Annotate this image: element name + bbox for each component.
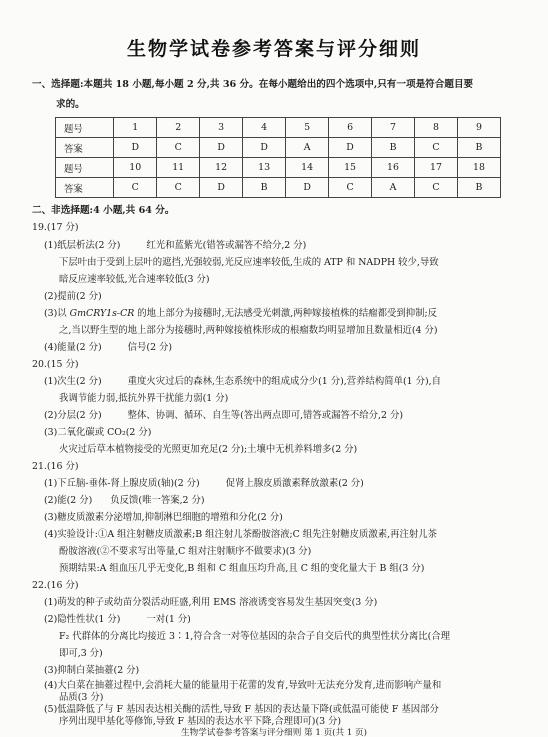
q20-part1 bbox=[44, 376, 441, 388]
question-number: 14 bbox=[286, 158, 329, 178]
answer-cell: C bbox=[329, 178, 372, 198]
q21-part2-b: 负反馈(唯一答案,2 分) bbox=[110, 495, 205, 506]
q19-part1 bbox=[44, 240, 306, 252]
q21-part2 bbox=[44, 495, 205, 507]
answer-cell: B bbox=[457, 178, 500, 198]
q22-heading: 22.(16 分) bbox=[32, 580, 79, 591]
q19-part3-rest: 的地上部分为接穗时,无法感受光刺激,两种嫁接植株的结瘤都受到抑制;反 bbox=[134, 308, 438, 319]
q22-part4-line2: 品质(3 分) bbox=[59, 692, 104, 703]
question-number: 4 bbox=[243, 118, 286, 138]
q19-part3-line2: 之,当以野生型的地上部分为接穗时,两种嫁接植株形成的根瘤数均明显增加且数量相近(4 分) bbox=[59, 325, 438, 336]
answer-cell: C bbox=[415, 138, 458, 158]
answer-cell: A bbox=[372, 178, 415, 198]
q19-part4-b: 信号(2 分) bbox=[127, 342, 173, 353]
question-number: 2 bbox=[157, 118, 200, 138]
q20-part2-b: 整体、协调、循环、自生等(答出两点即可,错答或漏答不给分,2 分) bbox=[127, 410, 404, 421]
question-number: 9 bbox=[457, 118, 500, 138]
q21-part1-b: 促肾上腺皮质激素释放激素(2 分) bbox=[225, 478, 364, 489]
question-number: 8 bbox=[415, 118, 458, 138]
answer-cell: A bbox=[286, 138, 329, 158]
q20-part1-b: 重度火灾过后的森林,生态系统中的组成成分少(1 分),营养结构简单(1 分),自 bbox=[127, 376, 442, 387]
q21-part1-a: (1)下丘脑-垂体-肾上腺皮质(轴)(2 分) bbox=[44, 478, 200, 489]
answer-cell: B bbox=[243, 178, 286, 198]
question-number: 5 bbox=[286, 118, 329, 138]
question-number: 10 bbox=[114, 158, 157, 178]
question-number: 6 bbox=[329, 118, 372, 138]
q19-part4 bbox=[44, 342, 172, 354]
q20-part3-cont: 火灾过后草本植物接受的光照更加充足(2 分);土壤中无机养料增多(2 分) bbox=[59, 444, 358, 455]
answer-label: 答案 bbox=[56, 138, 114, 158]
section-1-heading-cont: 求的。 bbox=[56, 99, 85, 110]
answer-cell: B bbox=[372, 138, 415, 158]
table-row bbox=[56, 138, 501, 158]
page-footer: 生物学试卷参考答案与评分细则 第 1 页(共 1 页) bbox=[181, 728, 367, 737]
question-label: 题号 bbox=[56, 118, 114, 138]
q20-part2-a: (2)分层(2 分) bbox=[44, 410, 102, 421]
q19-part1-a: (1)纸层析法(2 分) bbox=[44, 240, 121, 251]
q19-part2: (2)提前(2 分) bbox=[44, 291, 102, 302]
section-1-heading: 一、选择题:本题共 18 小题,每小题 2 分,共 36 分。在每小题给出的四个选项中,只有一项是符合题目要 bbox=[32, 79, 474, 90]
table-row bbox=[56, 158, 501, 178]
q20-part1-cont: 我调节能力弱,抵抗外界干扰能力弱(1 分) bbox=[59, 393, 229, 404]
q22-part2-a: (2)隐性性状(1 分) bbox=[44, 614, 121, 625]
gene-name: GmCRY1s-CR bbox=[69, 308, 135, 319]
answer-cell: B bbox=[457, 138, 500, 158]
answer-cell: D bbox=[329, 138, 372, 158]
q22-part2-explain-2: 即可,3 分) bbox=[59, 648, 103, 659]
q20-part1-a: (1)次生(2 分) bbox=[44, 376, 102, 387]
q20-part2 bbox=[44, 410, 403, 422]
q21-part2-a: (2)能(2 分) bbox=[44, 495, 93, 506]
question-number: 7 bbox=[372, 118, 415, 138]
q22-part4-line1: (4)大白菜在抽薹过程中,会消耗大量的能量用于花蕾的发育,导致叶无法充分发育,进而影响产量和 bbox=[44, 680, 442, 691]
table-row bbox=[56, 178, 501, 198]
answer-cell: D bbox=[243, 138, 286, 158]
q21-part4-line2: 酚胺溶液(②不要求写出等量,C 组对注射顺序不做要求)(3 分) bbox=[59, 546, 312, 557]
answer-label: 答案 bbox=[56, 178, 114, 198]
q19-part3-prefix: (3)以 bbox=[44, 308, 70, 319]
table-row bbox=[56, 118, 501, 138]
answer-cell: D bbox=[286, 178, 329, 198]
q22-part2-b: 一对(1 分) bbox=[146, 614, 191, 625]
q22-part5-line2: 序列出现甲基化等修饰,导致 F 基因的表达水平下降,合理即可)(3 分) bbox=[59, 716, 342, 727]
q20-part3: (3)二氧化碳或 CO₂(2 分) bbox=[44, 427, 152, 438]
q22-part2-explain-1: F₂ 代群体的分离比均接近 3∶1,符合含一对等位基因的杂合子自交后代的典型性状分离比(合理 bbox=[59, 631, 451, 642]
section-2-heading: 二、非选择题:4 小题,共 64 分。 bbox=[32, 205, 175, 216]
question-number: 11 bbox=[157, 158, 200, 178]
q21-part4-result: 预期结果:A 组血压几乎无变化,B 组和 C 组血压均升高,且 C 组的变化量大于 B 组(3 分) bbox=[59, 563, 425, 574]
question-label: 题号 bbox=[56, 158, 114, 178]
q22-part1: (1)萌发的种子或幼苗分裂活动旺盛,利用 EMS 溶液诱变容易发生基因突变(3 分) bbox=[44, 597, 378, 608]
answer-cell: C bbox=[415, 178, 458, 198]
page-title: 生物学试卷参考答案与评分细则 bbox=[126, 38, 421, 60]
answer-cell: D bbox=[200, 178, 243, 198]
answer-cell: D bbox=[114, 138, 157, 158]
q19-part3-line1 bbox=[44, 308, 437, 320]
question-number: 18 bbox=[457, 158, 500, 178]
answer-cell: C bbox=[157, 138, 200, 158]
answer-cell: D bbox=[200, 138, 243, 158]
q19-part1-b: 红光和蓝紫光(错答或漏答不给分,2 分) bbox=[146, 240, 307, 251]
q21-part3: (3)糖皮质激素分泌增加,抑制淋巴细胞的增殖和分化(2 分) bbox=[44, 512, 283, 523]
q21-heading: 21.(16 分) bbox=[32, 461, 79, 472]
q22-part5-line1: (5)低温降低了与 F 基因表达相关酶的活性,导致 F 基因的表达量下降(或低温可能使 F 基因部分 bbox=[44, 704, 439, 715]
question-number: 17 bbox=[415, 158, 458, 178]
question-number: 13 bbox=[243, 158, 286, 178]
question-number: 15 bbox=[329, 158, 372, 178]
q19-part1-explain-1: 下层叶由于受到上层叶的遮挡,光强较弱,光反应速率较低,生成的 ATP 和 NADPH 较少,导致 bbox=[59, 257, 439, 268]
q22-part2 bbox=[44, 614, 191, 626]
question-number: 3 bbox=[200, 118, 243, 138]
q19-part4-a: (4)能量(2 分) bbox=[44, 342, 102, 353]
question-number: 16 bbox=[372, 158, 415, 178]
q19-heading: 19.(17 分) bbox=[32, 222, 79, 233]
answer-cell: C bbox=[114, 178, 157, 198]
answer-table bbox=[55, 117, 501, 198]
answer-cell: C bbox=[157, 178, 200, 198]
question-number: 12 bbox=[200, 158, 243, 178]
q21-part4-line1: (4)实验设计:①A 组注射糖皮质激素;B 组注射儿茶酚胺溶液;C 组先注射糖皮质激素,再注射儿茶 bbox=[44, 529, 438, 540]
question-number: 1 bbox=[114, 118, 157, 138]
q21-part1 bbox=[44, 478, 364, 490]
q20-heading: 20.(15 分) bbox=[32, 359, 79, 370]
q19-part1-explain-2: 暗反应速率较低,光合速率较低(3 分) bbox=[59, 274, 210, 285]
q22-part3: (3)抑制白菜抽薹(2 分) bbox=[44, 665, 140, 676]
